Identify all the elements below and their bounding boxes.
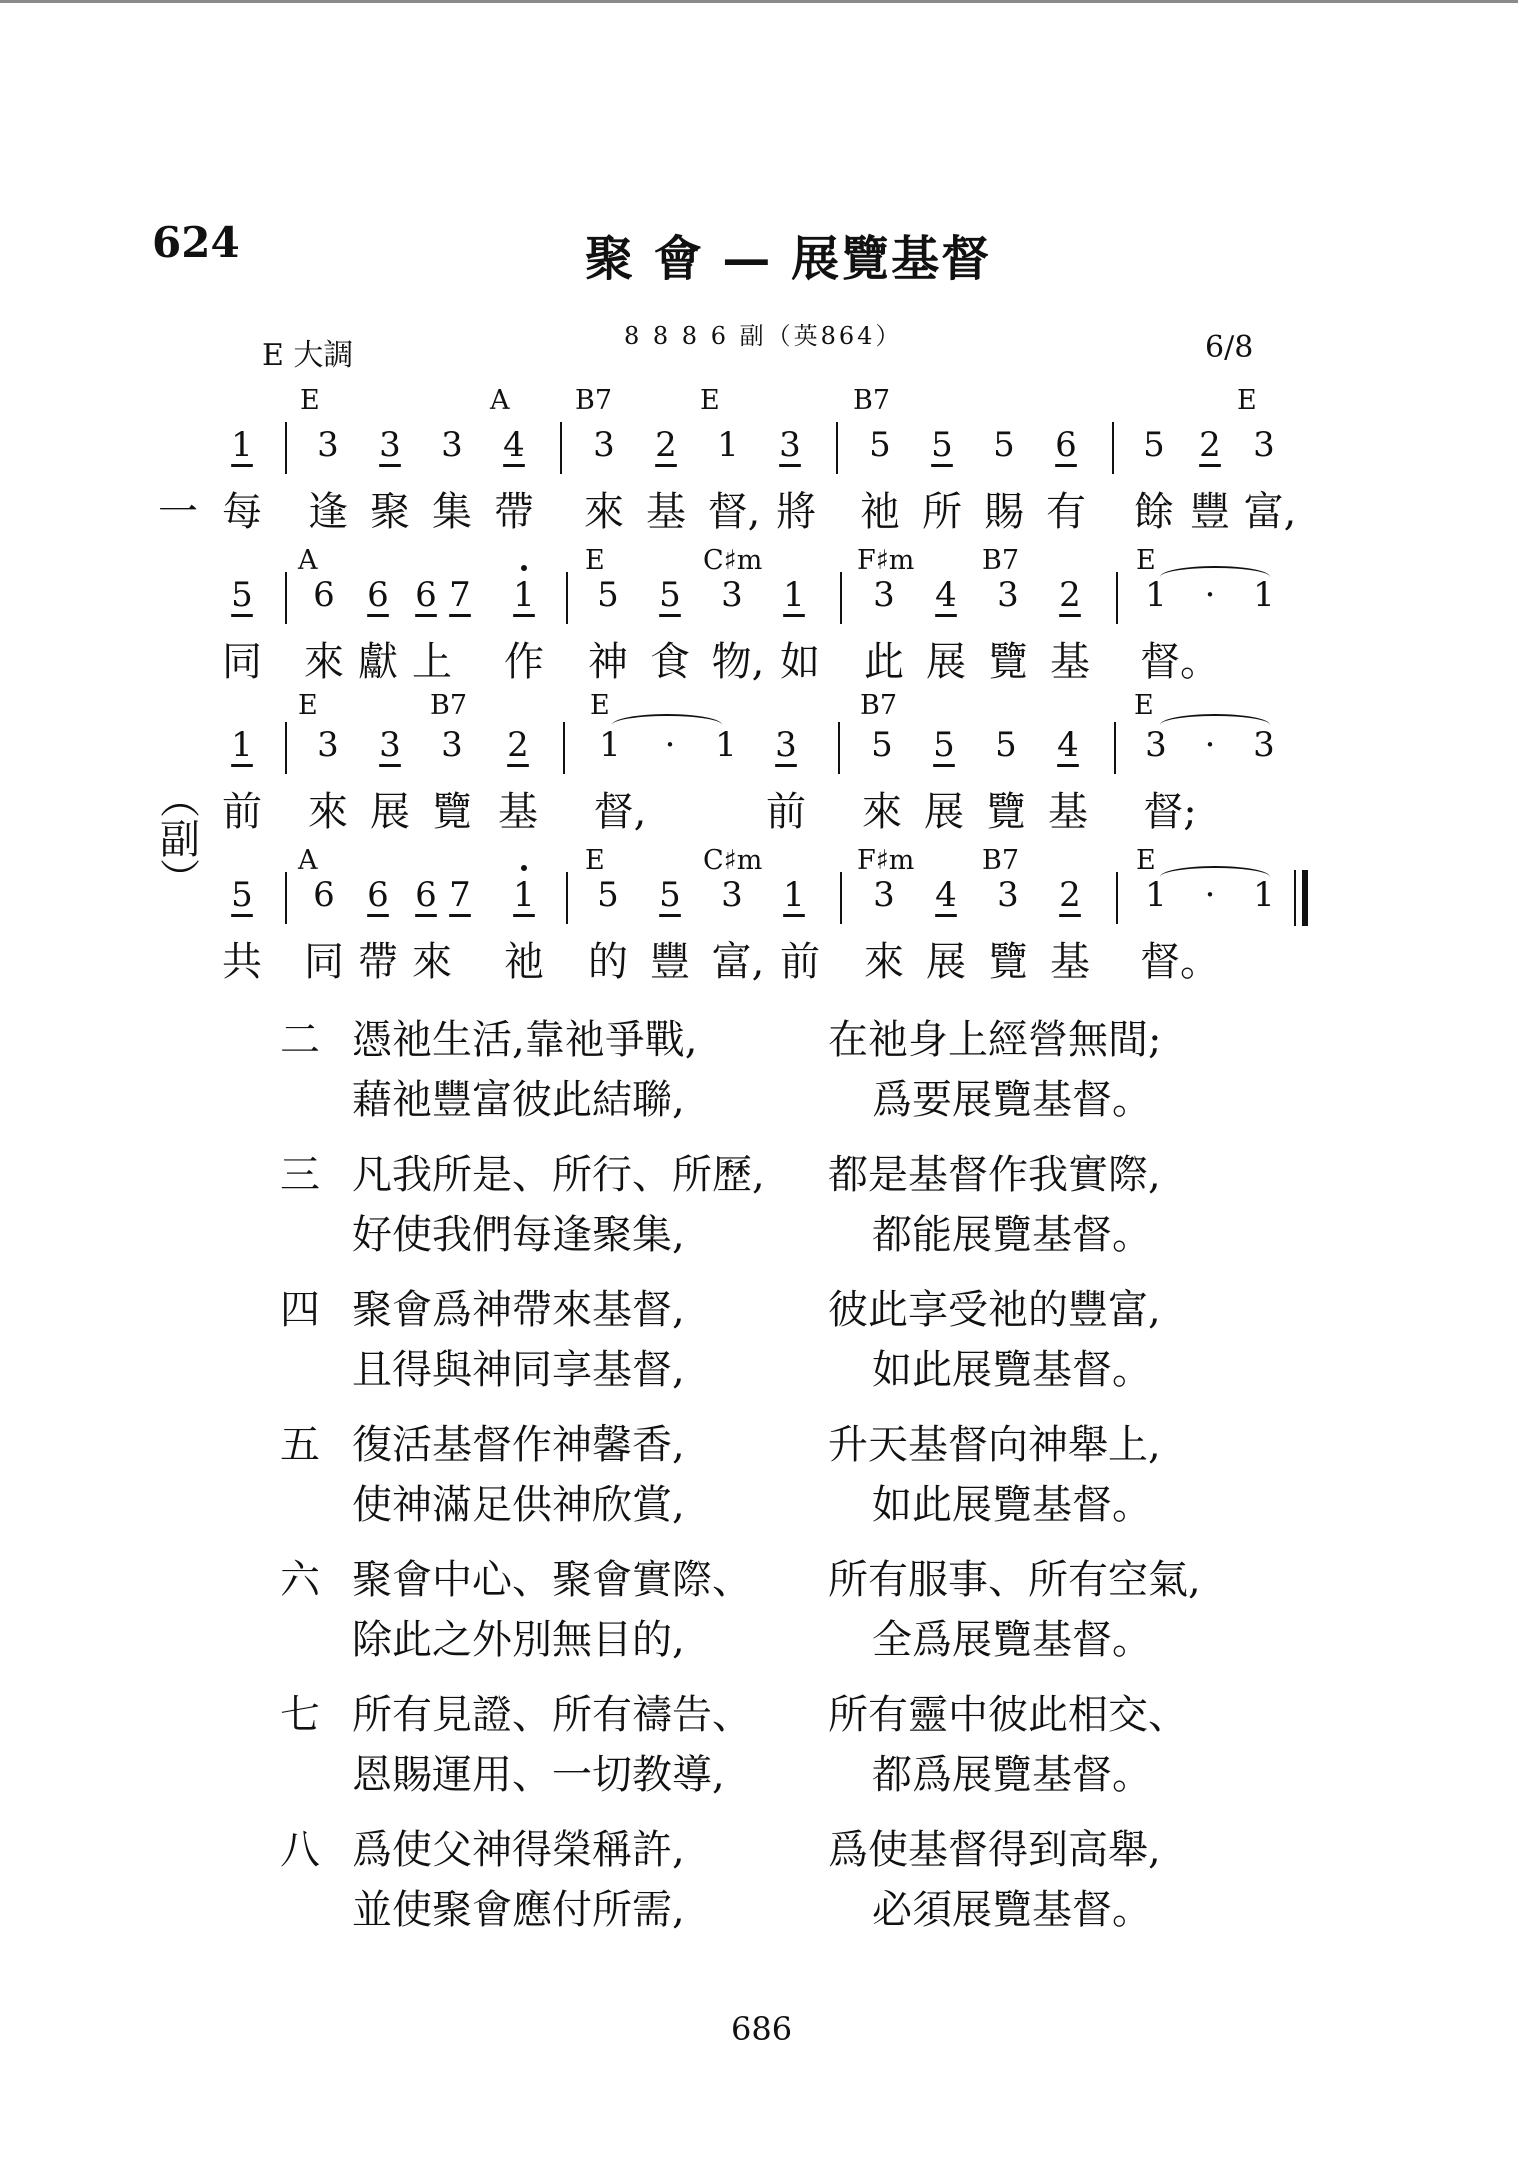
bar-line — [840, 572, 842, 624]
bar-line — [285, 872, 287, 924]
lyric: 基 — [1050, 939, 1090, 985]
lyric: 作 — [504, 639, 544, 685]
note: 3 — [1145, 725, 1167, 765]
final-barline-thick — [1302, 870, 1308, 926]
bar-line — [285, 722, 287, 774]
note-dot: · — [1204, 725, 1216, 765]
note: 5 — [659, 875, 681, 915]
lyric: 前 — [766, 789, 806, 835]
lyric: 獻 — [358, 639, 398, 685]
verse-line: 聚會爲神帶來基督, — [352, 1287, 685, 1333]
note: 4 — [935, 875, 957, 915]
chord: E — [300, 385, 320, 416]
verse-line: 全爲展覽基督。 — [872, 1617, 1152, 1663]
chord: E — [1136, 845, 1156, 876]
note: 3 — [1253, 425, 1275, 465]
lyric: 基 — [1048, 789, 1088, 835]
octave-dot — [521, 865, 527, 871]
lyric: 展 — [926, 939, 966, 985]
note: 3 — [379, 425, 401, 465]
lyric: 豐 — [1190, 489, 1230, 535]
verse-line: 都爲展覽基督。 — [872, 1752, 1152, 1798]
note: 5 — [869, 425, 891, 465]
lyric: 展 — [926, 639, 966, 685]
chord: B7 — [853, 385, 891, 416]
lyric: 祂 — [860, 489, 900, 535]
note: 3 — [997, 875, 1019, 915]
lyric: 覽 — [986, 789, 1026, 835]
note: 5 — [597, 875, 619, 915]
bar-line — [1116, 572, 1118, 624]
note-dot: · — [664, 725, 676, 765]
chord: E — [590, 690, 610, 721]
verse-line: 都能展覽基督。 — [872, 1212, 1152, 1258]
lyric: 來 — [864, 939, 904, 985]
hymn-title: 聚 會 — 展覽基督 — [585, 231, 992, 287]
verse-number: 八 — [280, 1827, 320, 1873]
lyric: 物, — [711, 639, 765, 685]
verse-line: 所有見證、所有禱告、 — [352, 1692, 752, 1738]
bar-line — [560, 422, 562, 474]
lyric: 逢 — [308, 489, 348, 535]
note: 3 — [721, 875, 743, 915]
verse-line: 聚會中心、聚會實際、 — [352, 1557, 752, 1603]
chord: B7 — [430, 690, 468, 721]
note: 1 — [513, 575, 535, 615]
note: 5 — [933, 725, 955, 765]
lyric: 的 — [588, 939, 628, 985]
note: 6 — [1055, 425, 1077, 465]
lyric: 展 — [370, 789, 410, 835]
lyric: 督, — [707, 489, 761, 535]
note: 3 — [379, 725, 401, 765]
note: 3 — [997, 575, 1019, 615]
lyric: 覽 — [432, 789, 472, 835]
verse-line: 如此展覽基督。 — [872, 1347, 1152, 1393]
chord: A — [298, 545, 318, 576]
note: 5 — [931, 425, 953, 465]
lyric: 覽 — [988, 939, 1028, 985]
verse-line: 所有服事、所有空氣, — [828, 1557, 1201, 1603]
bar-line — [566, 872, 568, 924]
hymn-number: 624 — [152, 218, 240, 267]
lyric: 展 — [924, 789, 964, 835]
note: 1 — [599, 725, 621, 765]
chord: A — [298, 845, 318, 876]
verse-number: 三 — [280, 1152, 320, 1198]
note: 1 — [1253, 875, 1275, 915]
chord: F♯m — [857, 545, 915, 576]
note: 3 — [317, 725, 339, 765]
verse-line: 並使聚會應付所需, — [352, 1887, 685, 1933]
chord: E — [700, 385, 720, 416]
lyric: 上 — [412, 639, 452, 685]
lyric: 督。 — [1140, 939, 1220, 985]
note: 1 — [231, 725, 253, 765]
note: 5 — [659, 575, 681, 615]
verse-number: 六 — [280, 1557, 320, 1603]
bar-line — [1116, 872, 1118, 924]
chord: B7 — [575, 385, 613, 416]
note: 3 — [1253, 725, 1275, 765]
note: 5 — [1143, 425, 1165, 465]
page-number: 686 — [731, 2010, 793, 2048]
note: 1 — [513, 875, 535, 915]
verse-line: 憑祂生活,靠祂爭戰, — [352, 1017, 698, 1063]
lyric: 督。 — [1140, 639, 1220, 685]
note: 6 — [313, 575, 335, 615]
bar-line — [838, 722, 840, 774]
note: 7 — [449, 575, 471, 615]
lyric: 祂 — [504, 939, 544, 985]
chord: E — [1136, 545, 1156, 576]
verse-line: 爲使基督得到高舉, — [828, 1827, 1161, 1873]
lyric: 基 — [646, 489, 686, 535]
lyric: 來 — [304, 639, 344, 685]
note: 6 — [367, 575, 389, 615]
note-dot: · — [1204, 575, 1216, 615]
verse-number: 一 — [158, 489, 198, 535]
note: 4 — [1057, 725, 1079, 765]
lyric: 前 — [780, 939, 820, 985]
note: 1 — [1145, 575, 1167, 615]
lyric: 督; — [1143, 789, 1197, 835]
lyric: 此 — [864, 639, 904, 685]
lyric: 來 — [308, 789, 348, 835]
chord: A — [490, 385, 510, 416]
final-barline-thin — [1294, 870, 1296, 926]
chord: E — [585, 545, 605, 576]
verse-line: 且得與神同享基督, — [352, 1347, 685, 1393]
chord: F♯m — [857, 845, 915, 876]
note: 4 — [935, 575, 957, 615]
lyric: 富, — [1243, 489, 1297, 535]
lyric: 賜 — [984, 489, 1024, 535]
note: 4 — [503, 425, 525, 465]
note: 3 — [775, 725, 797, 765]
note: 2 — [1199, 425, 1221, 465]
lyric: 如 — [780, 639, 820, 685]
verse-line: 必須展覽基督。 — [872, 1887, 1152, 1933]
note: 6 — [415, 875, 437, 915]
note: 7 — [449, 875, 471, 915]
note: 1 — [231, 425, 253, 465]
note: 1 — [717, 425, 739, 465]
bar-line — [836, 422, 838, 474]
lyric: 來 — [412, 939, 452, 985]
verse-line: 彼此享受祂的豐富, — [828, 1287, 1161, 1333]
chord: E — [1134, 690, 1154, 721]
lyric: 共 — [222, 939, 262, 985]
lyric: 來 — [862, 789, 902, 835]
lyric: 所 — [922, 489, 962, 535]
top-border — [0, 0, 1518, 3]
octave-dot — [521, 565, 527, 571]
lyric: 同 — [304, 939, 344, 985]
bar-line — [1114, 722, 1116, 774]
verse-line: 恩賜運用、一切教導, — [352, 1752, 725, 1798]
note: 3 — [873, 575, 895, 615]
lyric: 來 — [584, 489, 624, 535]
verse-number: 五 — [280, 1422, 320, 1468]
chord: C♯m — [703, 845, 763, 876]
bar-line — [563, 722, 565, 774]
note: 1 — [783, 575, 805, 615]
note: 5 — [993, 425, 1015, 465]
note: 5 — [231, 875, 253, 915]
note: 5 — [231, 575, 253, 615]
note-dot: · — [1204, 875, 1216, 915]
note: 3 — [593, 425, 615, 465]
lyric: 豐 — [650, 939, 690, 985]
lyric: 前 — [222, 789, 262, 835]
lyric: 基 — [1050, 639, 1090, 685]
lyric: 富, — [711, 939, 765, 985]
verse-line: 所有靈中彼此相交、 — [828, 1692, 1188, 1738]
note: 6 — [367, 875, 389, 915]
note: 6 — [415, 575, 437, 615]
verse-number: 二 — [280, 1017, 320, 1063]
lyric: 聚 — [370, 489, 410, 535]
verse-line: 爲使父神得榮稱許, — [352, 1827, 685, 1873]
chord: E — [298, 690, 318, 721]
lyric: 有 — [1046, 489, 1086, 535]
lyric: 神 — [588, 639, 628, 685]
verse-line: 凡我所是、所行、所歷, — [352, 1152, 765, 1198]
note: 5 — [871, 725, 893, 765]
note: 3 — [721, 575, 743, 615]
note: 1 — [715, 725, 737, 765]
note: 3 — [441, 425, 463, 465]
verse-line: 使神滿足供神欣賞, — [352, 1482, 685, 1528]
chorus-label: ︵ 副 ︶ — [160, 777, 200, 903]
verse-line: 除此之外別無目的, — [352, 1617, 685, 1663]
chord: B7 — [860, 690, 898, 721]
verse-line: 在祂身上經營無間; — [828, 1017, 1162, 1063]
note: 5 — [995, 725, 1017, 765]
bar-line — [566, 572, 568, 624]
meter: 8 8 8 6 副（英864） — [624, 322, 903, 350]
note: 1 — [783, 875, 805, 915]
verse-line: 復活基督作神馨香, — [352, 1422, 685, 1468]
lyric: 帶 — [358, 939, 398, 985]
verse-line: 升天基督向神舉上, — [828, 1422, 1161, 1468]
note: 3 — [441, 725, 463, 765]
time-signature: 6/8 — [1205, 330, 1254, 365]
key-signature: E 大調 — [262, 338, 354, 373]
note: 3 — [779, 425, 801, 465]
lyric: 將 — [776, 489, 816, 535]
bar-line — [840, 872, 842, 924]
verse-line: 爲要展覽基督。 — [872, 1077, 1152, 1123]
lyric: 同 — [222, 639, 262, 685]
lyric: 基 — [498, 789, 538, 835]
lyric: 覽 — [988, 639, 1028, 685]
lyric: 每 — [222, 489, 262, 535]
chord: B7 — [982, 845, 1020, 876]
note: 6 — [313, 875, 335, 915]
lyric: 督, — [593, 789, 647, 835]
lyric: 集 — [432, 489, 472, 535]
note: 3 — [317, 425, 339, 465]
verse-line: 都是基督作我實際, — [828, 1152, 1161, 1198]
bar-line — [1112, 422, 1114, 474]
verse-number: 四 — [280, 1287, 320, 1333]
chord: C♯m — [703, 545, 763, 576]
chord: B7 — [982, 545, 1020, 576]
bar-line — [285, 572, 287, 624]
note: 1 — [1253, 575, 1275, 615]
verse-number: 七 — [280, 1692, 320, 1738]
verse-line: 好使我們每逢聚集, — [352, 1212, 685, 1258]
note: 1 — [1145, 875, 1167, 915]
lyric: 餘 — [1134, 489, 1174, 535]
bar-line — [285, 422, 287, 474]
note: 2 — [1059, 875, 1081, 915]
chord: E — [585, 845, 605, 876]
verse-line: 藉祂豐富彼此結聯, — [352, 1077, 685, 1123]
note: 2 — [655, 425, 677, 465]
note: 2 — [1059, 575, 1081, 615]
chord: E — [1237, 385, 1257, 416]
note: 5 — [597, 575, 619, 615]
lyric: 食 — [650, 639, 690, 685]
lyric: 帶 — [494, 489, 534, 535]
verse-line: 如此展覽基督。 — [872, 1482, 1152, 1528]
note: 3 — [873, 875, 895, 915]
note: 2 — [507, 725, 529, 765]
